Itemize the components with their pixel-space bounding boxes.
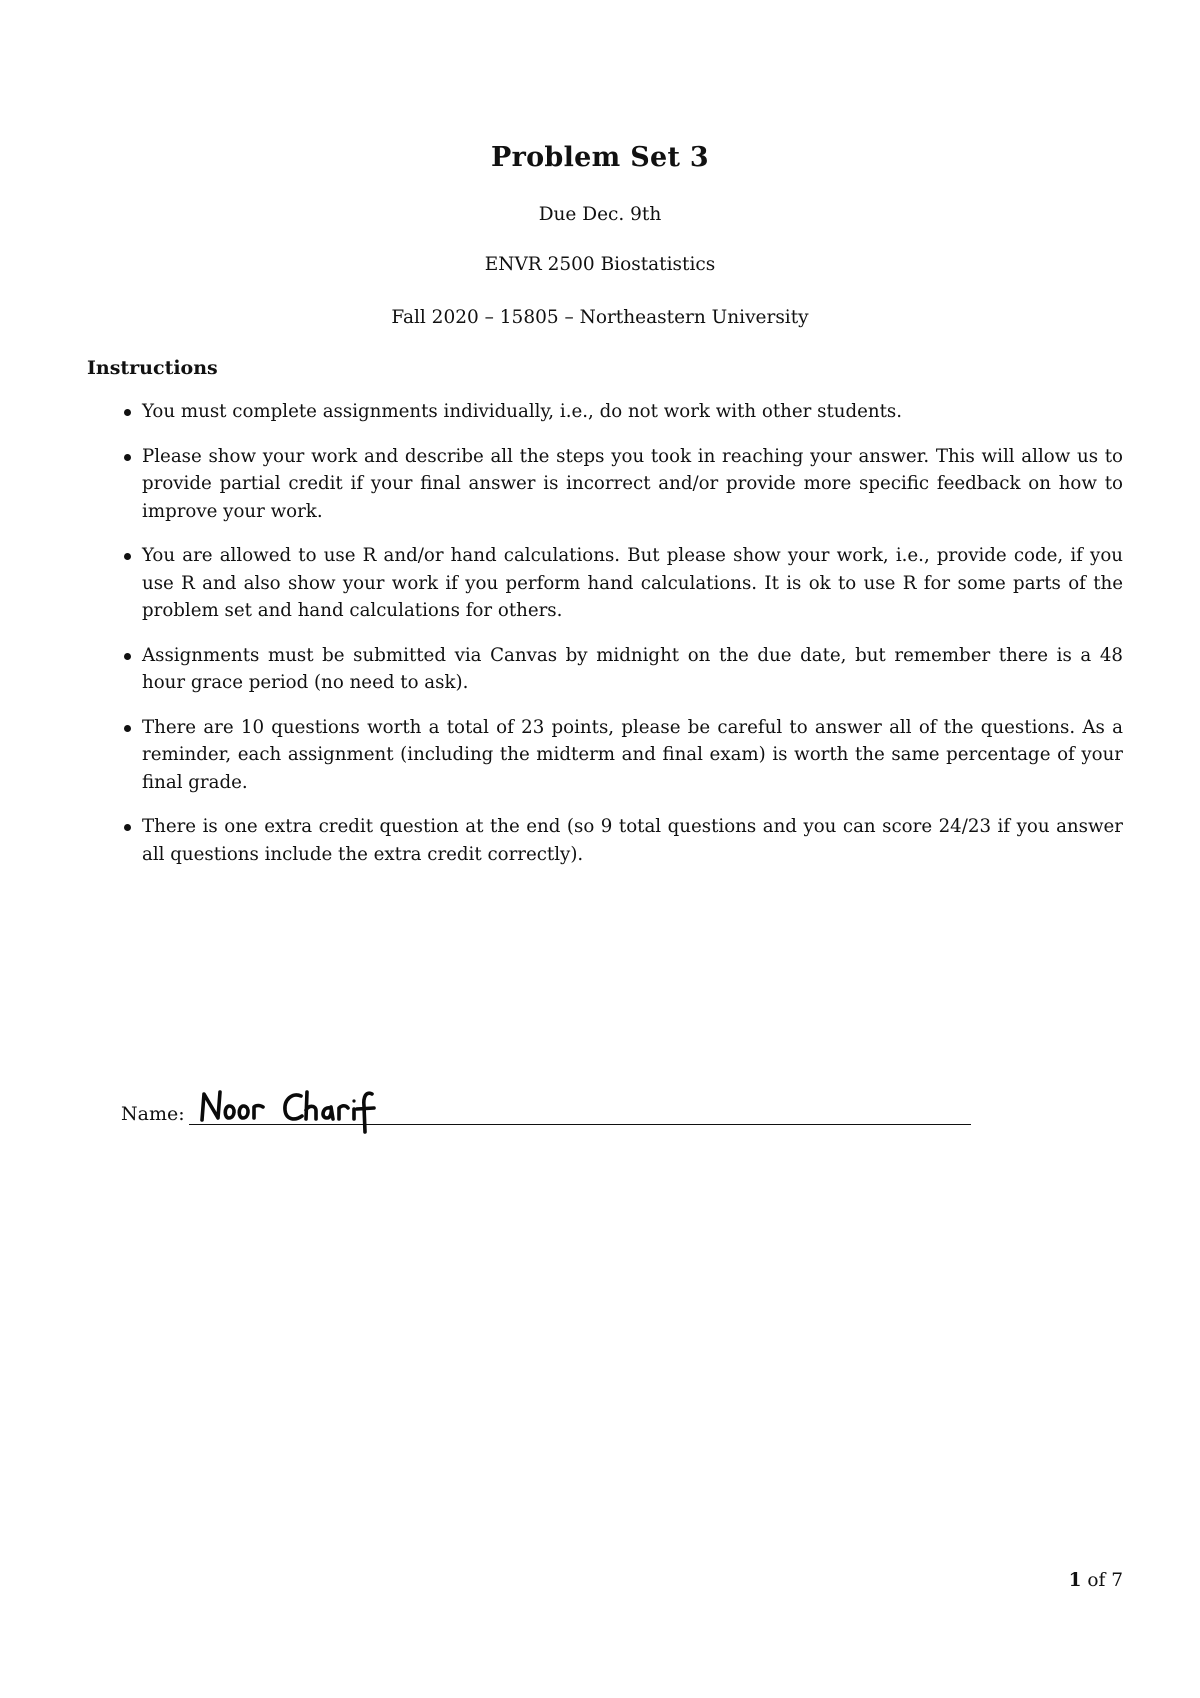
instruction-text: Please show your work and describe all the steps you took in reaching your answer. This will allow us to provide partial credit if your final answer is incorrect and/or provide more specific feedback on how to improve your work. [142, 445, 1123, 522]
page-current: 1 [1068, 1570, 1082, 1591]
name-label: Name: [121, 1103, 185, 1125]
document-title: Problem Set 3 [490, 142, 710, 173]
course-name: ENVR 2500 Biostatistics [484, 254, 716, 275]
instruction-text: Assignments must be submitted via Canvas by midnight on the due date, but remember there is a 48 hour grace period (no need to ask). [142, 644, 1123, 693]
instruction-item [87, 542, 1123, 625]
bullet-icon [124, 409, 131, 416]
bullet-icon [124, 653, 131, 660]
bullet-icon [124, 454, 131, 461]
instruction-item [87, 642, 1123, 697]
handwritten-name-signature [196, 1080, 396, 1136]
bullet-icon [124, 553, 131, 560]
bullet-icon [124, 725, 131, 732]
due-date: Due Dec. 9th [538, 204, 662, 225]
instruction-text: You are allowed to use R and/or hand calculations. But please show your work, i.e., provide code, if you use R and also show your work if you perform hand calculations. It is ok to use R for some parts of the problem set and hand calculations for others. [142, 545, 1123, 621]
page-total: of 7 [1087, 1570, 1123, 1591]
instruction-item [87, 398, 1123, 426]
instruction-item [87, 443, 1123, 526]
term-info: Fall 2020 – 15805 – Northeastern University [391, 307, 809, 328]
instruction-text: You must complete assignments individually, i.e., do not work with other students. [142, 401, 903, 422]
instruction-item [87, 813, 1123, 868]
instruction-text: There are 10 questions worth a total of 23 points, please be careful to answer all of the questions. As a reminder, each assignment (including the midterm and final exam) is worth the same percentage of your final grade. [142, 716, 1123, 793]
instructions-list [87, 398, 1123, 885]
name-field [121, 1080, 971, 1130]
instructions-heading: Instructions [87, 357, 218, 379]
bullet-icon [124, 824, 131, 831]
instruction-item [87, 714, 1123, 797]
instruction-text: There is one extra credit question at the end (so 9 total questions and you can score 24/23 if you answer all questions include the extra credit correctly). [142, 816, 1123, 865]
page-number [1069, 1570, 1123, 1591]
